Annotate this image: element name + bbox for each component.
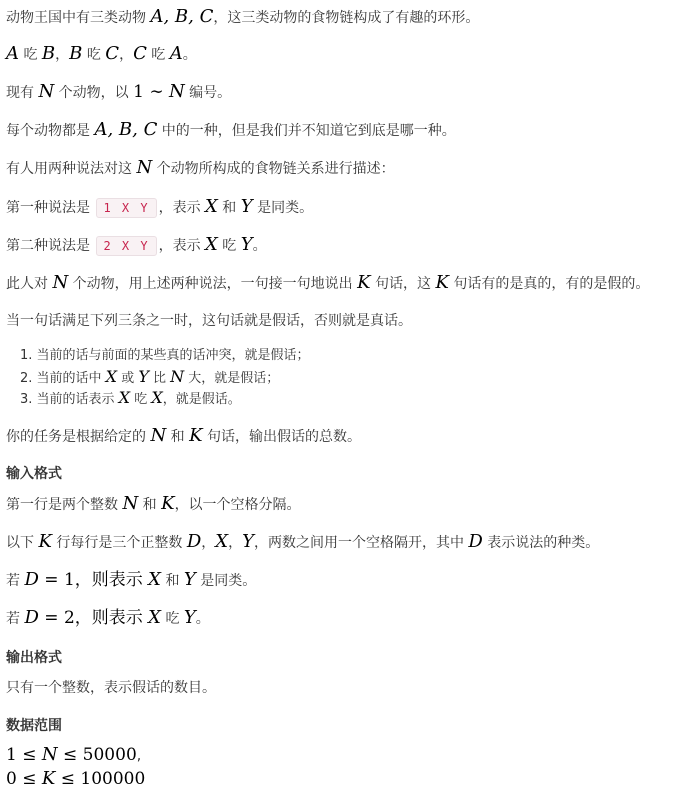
heading-data-range: 数据范围 xyxy=(6,718,62,734)
text: 比 xyxy=(148,371,171,386)
heading-input-format: 输入格式 xyxy=(6,466,62,482)
text: 若 xyxy=(6,573,25,589)
text: 只有一个整数，表示假话的数目。 xyxy=(6,680,216,696)
math: = 1，则表示 xyxy=(38,570,149,590)
text: ，以一个空格分隔。 xyxy=(174,497,301,513)
math: K xyxy=(357,272,371,293)
math: N xyxy=(122,493,139,514)
range-k xyxy=(6,768,145,791)
math: D xyxy=(24,569,39,590)
math: 1 ≤ xyxy=(6,745,42,765)
paragraph-d-equals-2 xyxy=(6,607,210,630)
math: C xyxy=(133,43,147,64)
text: ，表示 xyxy=(158,238,206,254)
math: N xyxy=(170,367,185,386)
math: N xyxy=(38,81,55,102)
math: X xyxy=(205,196,218,217)
text: 句话，这 xyxy=(370,276,436,292)
math: Y xyxy=(242,531,254,552)
text: 吃 xyxy=(82,47,106,63)
math: Y xyxy=(183,607,196,628)
paragraph-d-equals-1 xyxy=(6,569,256,592)
text: 个动物，用上述两种说法，一句接一句地说出 xyxy=(68,276,358,292)
text: 吃 xyxy=(217,238,241,254)
math: A, B, C xyxy=(94,119,158,140)
math: D xyxy=(186,531,202,552)
math: Y xyxy=(240,196,253,217)
text: 吃 xyxy=(19,47,42,63)
math: X xyxy=(215,531,229,552)
text: ， xyxy=(55,47,70,63)
text: 吃 xyxy=(161,611,184,627)
text: 以下 xyxy=(6,535,39,551)
math: = 2，则表示 xyxy=(38,608,149,628)
paragraph-statement-2 xyxy=(6,234,267,257)
text: 现有 xyxy=(6,85,39,101)
text: 和 xyxy=(166,429,190,445)
math: B xyxy=(69,43,83,64)
list-item-1 xyxy=(20,346,310,366)
math: Y xyxy=(138,367,149,386)
math: N xyxy=(41,744,58,765)
text: 。 xyxy=(252,238,267,254)
math: C xyxy=(105,43,120,64)
math: Y xyxy=(240,234,253,255)
list-item-2 xyxy=(20,367,279,389)
inline-code: 2 X Y xyxy=(96,236,156,256)
math: K xyxy=(41,768,56,789)
paragraph-false-rule xyxy=(6,310,412,332)
math: X xyxy=(148,607,161,628)
text: 句话有的是真的，有的是假的。 xyxy=(448,276,650,292)
text: 当一句话满足下列三条之一时，这句话就是假话，否则就是真话。 xyxy=(6,313,412,329)
text: 大，就是假话； xyxy=(184,371,280,386)
text: 编号。 xyxy=(184,85,232,101)
math: D xyxy=(24,607,39,628)
math: 1 ∼ xyxy=(133,82,169,102)
math: ≤ 50000 xyxy=(57,745,137,765)
math: D xyxy=(468,531,483,552)
paragraph-two-statements xyxy=(6,157,395,180)
text: ，两数之间用一个空格隔开，其中 xyxy=(253,535,469,551)
text: 。 xyxy=(195,611,210,627)
list-number: 2. xyxy=(20,371,33,386)
text: 此人对 xyxy=(6,276,53,292)
math: X xyxy=(148,569,161,590)
text: 动物王国中有三类动物 xyxy=(6,10,151,26)
math: K xyxy=(189,425,203,446)
paragraph-unknown-type xyxy=(6,119,456,142)
math: N xyxy=(52,272,69,293)
math: Y xyxy=(183,569,196,590)
math: A xyxy=(169,43,183,64)
math: N xyxy=(136,157,153,178)
text: 每个动物都是 xyxy=(6,123,95,139)
text: 吃 xyxy=(146,47,170,63)
math: X xyxy=(205,234,218,255)
text: 和 xyxy=(138,497,162,513)
math: K xyxy=(435,272,449,293)
list-item-3 xyxy=(20,388,241,410)
math: N xyxy=(150,425,167,446)
heading-output-format: 输出格式 xyxy=(6,650,62,666)
text: 当前的话表示 xyxy=(32,392,119,407)
paragraph-task xyxy=(6,425,361,448)
text: 中的一种，但是我们并不知道它到底是哪一种。 xyxy=(157,123,456,139)
text: ，这三类动物的食物链构成了有趣的环形。 xyxy=(213,10,480,26)
text: 表示说法的种类。 xyxy=(482,535,600,551)
text: ，表示 xyxy=(158,200,206,216)
text: 句话，输出假话的总数。 xyxy=(202,429,362,445)
text: ，就是假话。 xyxy=(162,392,241,407)
range-n xyxy=(6,744,141,767)
paragraph-statement-1 xyxy=(6,196,313,219)
paragraph-k-sentences xyxy=(6,272,649,295)
text: ， xyxy=(201,535,216,551)
math: K xyxy=(38,531,52,552)
text: 当前的话中 xyxy=(32,371,106,386)
text: 行每行是三个正整数 xyxy=(51,535,187,551)
text: 或 xyxy=(117,371,139,386)
text: 你的任务是根据给定的 xyxy=(6,429,151,445)
math: B xyxy=(41,43,56,64)
paragraph-numbering xyxy=(6,81,231,104)
text: 有人用两种说法对这 xyxy=(6,161,137,177)
text: 个动物，以 xyxy=(54,85,134,101)
text: 和 xyxy=(161,573,184,589)
math: 0 ≤ xyxy=(6,769,42,789)
text: 第二种说法是 xyxy=(6,238,95,254)
math: X xyxy=(118,388,131,407)
text: 个动物所构成的食物链关系进行描述： xyxy=(152,161,395,177)
paragraph-output xyxy=(6,677,216,699)
paragraph-input-line-1 xyxy=(6,493,301,516)
text: 第一种说法是 xyxy=(6,200,95,216)
text: 若 xyxy=(6,611,25,627)
math: A, B, C xyxy=(150,6,214,27)
text: 吃 xyxy=(130,392,152,407)
text: , xyxy=(136,748,142,764)
math: X xyxy=(151,388,163,407)
inline-code: 1 X Y xyxy=(96,198,156,218)
paragraph-intro xyxy=(6,6,479,29)
math: ≤ 100000 xyxy=(55,769,146,789)
paragraph-input-lines-k xyxy=(6,531,599,554)
math: X xyxy=(105,367,118,386)
text: ， xyxy=(119,47,134,63)
math: N xyxy=(168,81,185,102)
text: 是同类。 xyxy=(252,200,314,216)
text: 当前的话与前面的某些真的话冲突，就是假话； xyxy=(32,348,310,363)
text: 。 xyxy=(182,47,197,63)
math: A xyxy=(6,43,19,64)
list-number: 3. xyxy=(20,392,33,407)
paragraph-food-chain xyxy=(6,43,197,66)
text: ， xyxy=(228,535,243,551)
text: 第一行是两个整数 xyxy=(6,497,123,513)
text: 是同类。 xyxy=(195,573,257,589)
math: K xyxy=(161,493,175,514)
list-number: 1. xyxy=(20,348,33,363)
text: 和 xyxy=(217,200,241,216)
